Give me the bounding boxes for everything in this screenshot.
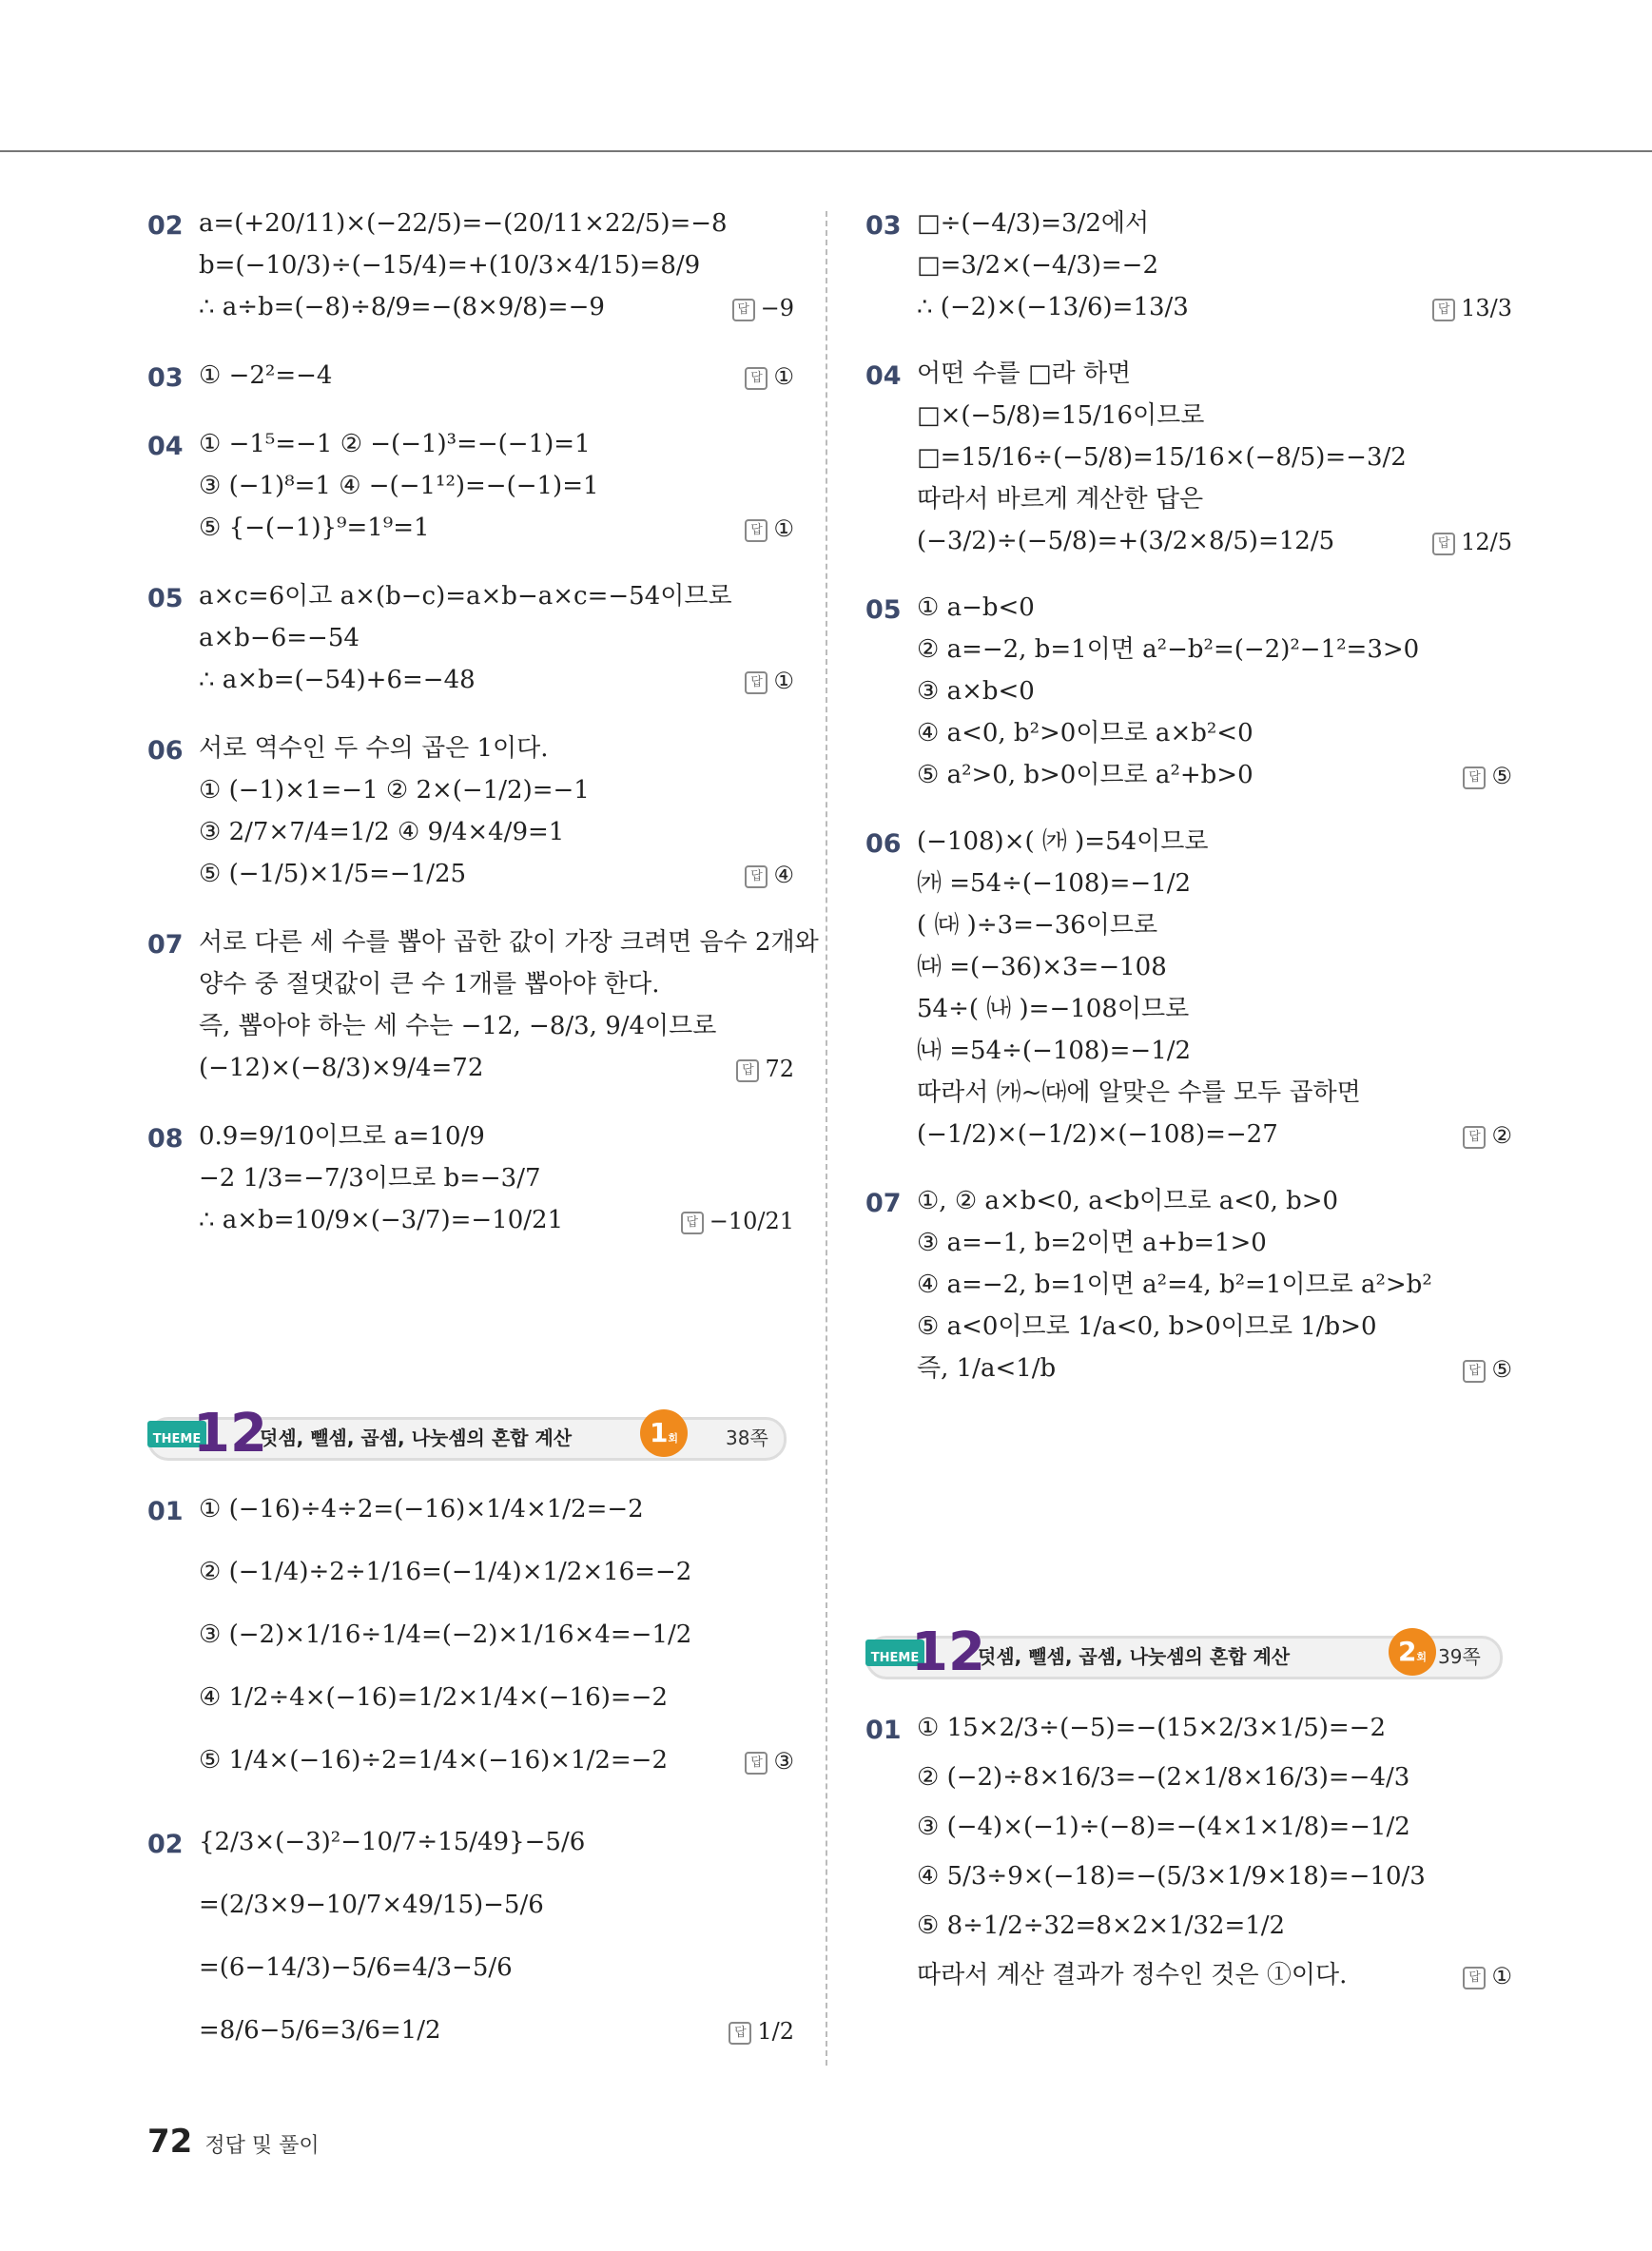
answer-icon: 답	[681, 1212, 704, 1234]
theme-tag: THEME	[865, 1640, 924, 1666]
answer-mark	[1463, 1356, 1512, 1383]
solution-line: 0.9=9/10이므로 a=10/9	[199, 1122, 485, 1151]
solution-line: ③ (−1)⁸=1 ④ −(−1¹²)=−(−1)=1	[199, 472, 599, 500]
problem-number: 01	[147, 1497, 184, 1526]
answer-value: ①	[773, 515, 794, 542]
solution-line: 따라서 계산 결과가 정수인 것은 ①이다.	[917, 1961, 1348, 1989]
solution-line: ⑤ 8÷1/2÷32=8×2×1/32=1/2	[917, 1911, 1286, 1940]
problem-number: 03	[865, 211, 902, 241]
solution-line: 즉, 뽑아야 하는 세 수는 −12, −8/3, 9/4이므로	[199, 1012, 717, 1040]
solution-line: ③ (−4)×(−1)÷(−8)=−(4×1×1/8)=−1/2	[917, 1813, 1410, 1841]
left-problems-2	[147, 1497, 794, 2100]
problem-number: 06	[865, 829, 902, 859]
answer-value: ①	[773, 363, 794, 390]
solution-line: (−3/2)÷(−5/8)=+(3/2×8/5)=12/5	[917, 527, 1335, 555]
solution-line: ① (−16)÷4÷2=(−16)×1/4×1/2=−2	[199, 1495, 644, 1523]
solution-line: ( ㈐ )÷3=−36이므로	[917, 911, 1158, 940]
theme-title: 덧셈, 뺄셈, 곱셈, 나눗셈의 혼합 계산	[260, 1426, 573, 1449]
answer-mark	[1432, 295, 1512, 321]
solution-line: ③ 2/7×7/4=1/2 ④ 9/4×4/9=1	[199, 818, 565, 846]
answer-mark	[1463, 1963, 1512, 1989]
solution-line: ④ 5/3÷9×(−18)=−(5/3×1/9×18)=−10/3	[917, 1862, 1426, 1891]
answer-value: ①	[773, 668, 794, 694]
answer-mark	[1463, 1122, 1512, 1149]
solution-line: {2/3×(−3)²−10/7÷15/49}−5/6	[199, 1828, 586, 1856]
answer-icon: 답	[732, 299, 755, 321]
answer-icon: 답	[745, 1752, 768, 1775]
theme-page-ref: 39쪽	[1438, 1645, 1481, 1668]
solution-line: □×(−5/8)=15/16이므로	[917, 401, 1205, 430]
answer-mark	[736, 1056, 794, 1082]
problem-number: 07	[865, 1189, 902, 1218]
answer-icon: 답	[745, 865, 768, 888]
solution-line: ④ 1/2÷4×(−16)=1/2×1/4×(−16)=−2	[199, 1683, 668, 1712]
page-footer	[147, 2123, 320, 2161]
solution-line: ⑤ a<0이므로 1/a<0, b>0이므로 1/b>0	[917, 1312, 1377, 1341]
solution-line: ⑤ a²>0, b>0이므로 a²+b>0	[917, 761, 1254, 789]
solution-line: (−1/2)×(−1/2)×(−108)=−27	[917, 1120, 1278, 1149]
solution-line: ④ a=−2, b=1이면 a²=4, b²=1이므로 a²>b²	[917, 1271, 1432, 1299]
answer-icon: 답	[1432, 533, 1455, 555]
answer-value: −10/21	[709, 1208, 794, 1234]
answer-value: ④	[773, 862, 794, 888]
solution-line: ⑤ (−1/5)×1/5=−1/25	[199, 860, 467, 888]
round-badge: 2회	[1389, 1628, 1436, 1676]
problem-number: 02	[147, 1830, 184, 1859]
solution-line: 따라서 ㈎~㈐에 알맞은 수를 모두 곱하면	[917, 1078, 1361, 1107]
solution-line: ② (−1/4)÷2÷1/16=(−1/4)×1/2×16=−2	[199, 1558, 692, 1586]
solution-line: =8/6−5/6=3/6=1/2	[199, 2016, 441, 2045]
solution-line: ①, ② a×b<0, a<b이므로 a<0, b>0	[917, 1187, 1339, 1215]
top-rule	[0, 150, 1652, 152]
solution-line: ③ a=−1, b=2이면 a+b=1>0	[917, 1229, 1267, 1257]
solution-line: 54÷( ㈏ )=−108이므로	[917, 995, 1190, 1023]
problem-number: 08	[147, 1124, 184, 1154]
solution-line: =(6−14/3)−5/6=4/3−5/6	[199, 1953, 513, 1982]
left-problems	[147, 209, 819, 1409]
answer-value: −9	[760, 295, 794, 321]
solution-line: 즉, 1/a<1/b	[917, 1354, 1057, 1383]
solution-line: ∴ a÷b=(−8)÷8/9=−(8×9/8)=−9	[199, 293, 605, 321]
solution-line: 서로 역수인 두 수의 곱은 1이다.	[199, 734, 549, 763]
problem-number: 01	[865, 1716, 902, 1745]
answer-icon: 답	[1432, 299, 1455, 321]
right-problems-2	[865, 1716, 1512, 2031]
solution-line: b=(−10/3)÷(−15/4)=+(10/3×4/15)=8/9	[199, 251, 701, 280]
solution-line: ① a−b<0	[917, 593, 1035, 622]
answer-value: 1/2	[757, 2018, 794, 2045]
answer-mark	[732, 295, 794, 321]
footer-label: 정답 및 풀이	[204, 2134, 320, 2158]
theme-header-1	[147, 1403, 787, 1465]
solution-line: 양수 중 절댓값이 큰 수 1개를 뽑아야 한다.	[199, 970, 660, 999]
solution-line: ㈐ =(−36)×3=−108	[917, 953, 1167, 981]
solution-line: =(2/3×9−10/7×49/15)−5/6	[199, 1891, 544, 1919]
solution-line: ① −1⁵=−1 ② −(−1)³=−(−1)=1	[199, 430, 591, 458]
solution-line: ㈏ =54÷(−108)=−1/2	[917, 1037, 1192, 1065]
solution-line: ① −2²=−4	[199, 361, 333, 390]
answer-mark	[745, 363, 794, 390]
theme-page-ref: 38쪽	[726, 1426, 768, 1449]
solution-line: (−12)×(−8/3)×9/4=72	[199, 1054, 484, 1082]
solution-line: 서로 다른 세 수를 뽑아 곱한 값이 가장 크려면 음수 2개와	[199, 928, 819, 957]
answer-icon: 답	[745, 519, 768, 542]
solution-line: −2 1/3=−7/3이므로 b=−3/7	[199, 1164, 541, 1193]
answer-mark	[745, 862, 794, 888]
solution-line: □=3/2×(−4/3)=−2	[917, 251, 1159, 280]
answer-mark	[745, 1748, 794, 1775]
answer-value: ②	[1491, 1122, 1512, 1149]
answer-icon: 답	[1463, 1360, 1486, 1383]
answer-value: ①	[1491, 1963, 1512, 1989]
problem-number: 03	[147, 363, 184, 393]
solution-line: (−108)×( ㈎ )=54이므로	[917, 827, 1209, 856]
answer-value: ⑤	[1491, 763, 1512, 789]
page-number: 72	[147, 2123, 193, 2161]
solution-line: 어떤 수를 □라 하면	[917, 359, 1132, 388]
answer-icon: 답	[745, 671, 768, 694]
solution-line: a×c=6이고 a×(b−c)=a×b−a×c=−54이므로	[199, 582, 732, 611]
problem-number: 05	[147, 584, 184, 613]
answer-icon: 답	[1463, 1967, 1486, 1989]
answer-icon: 답	[745, 367, 768, 390]
left-column	[147, 209, 819, 2100]
answer-value: ③	[773, 1748, 794, 1775]
problem-number: 07	[147, 930, 184, 960]
solution-line: ∴ a×b=(−54)+6=−48	[199, 666, 476, 694]
solution-line: □=15/16÷(−5/8)=15/16×(−8/5)=−3/2	[917, 443, 1407, 472]
problem-number: 04	[865, 361, 902, 391]
solution-line: ㈎ =54÷(−108)=−1/2	[917, 869, 1192, 898]
right-column	[865, 211, 1512, 2031]
solution-line: a=(+20/11)×(−22/5)=−(20/11×22/5)=−8	[199, 209, 728, 238]
solution-line: ③ (−2)×1/16÷1/4=(−2)×1/16×4=−1/2	[199, 1620, 692, 1649]
problem-number: 06	[147, 736, 184, 766]
answer-mark	[1463, 763, 1512, 789]
solution-line: ∴ a×b=10/9×(−3/7)=−10/21	[199, 1206, 564, 1234]
solution-line: ∴ (−2)×(−13/6)=13/3	[917, 293, 1189, 321]
theme-header-2	[865, 1621, 1503, 1683]
round-badge: 1회	[640, 1409, 688, 1457]
answer-mark	[681, 1208, 794, 1234]
answer-mark	[729, 2018, 794, 2045]
answer-value: ⑤	[1491, 1356, 1512, 1383]
solution-line: □÷(−4/3)=3/2에서	[917, 209, 1150, 238]
answer-mark	[745, 515, 794, 542]
theme-tag: THEME	[147, 1421, 206, 1447]
answer-icon: 답	[729, 2022, 751, 2045]
right-problems	[865, 211, 1512, 1628]
answer-mark	[1432, 529, 1512, 555]
answer-mark	[745, 668, 794, 694]
column-divider	[826, 211, 827, 2066]
solution-line: ② (−2)÷8×16/3=−(2×1/8×16/3)=−4/3	[917, 1763, 1410, 1792]
answer-icon: 답	[736, 1059, 759, 1082]
answer-value: 12/5	[1461, 529, 1512, 555]
solution-line: ④ a<0, b²>0이므로 a×b²<0	[917, 719, 1254, 747]
theme-title: 덧셈, 뺄셈, 곱셈, 나눗셈의 혼합 계산	[978, 1645, 1291, 1668]
answer-value: 72	[765, 1056, 794, 1082]
theme-number: 12	[193, 1403, 267, 1465]
problem-number: 04	[147, 432, 184, 461]
solution-line: ⑤ 1/4×(−16)÷2=1/4×(−16)×1/2=−2	[199, 1746, 668, 1775]
solution-line: ⑤ {−(−1)}⁹=1⁹=1	[199, 514, 430, 542]
answer-icon: 답	[1463, 1126, 1486, 1149]
solution-line: ① 15×2/3÷(−5)=−(15×2/3×1/5)=−2	[917, 1714, 1386, 1742]
theme-number: 12	[911, 1621, 985, 1683]
solution-line: a×b−6=−54	[199, 624, 360, 652]
solution-line: ③ a×b<0	[917, 677, 1035, 706]
problem-number: 05	[865, 595, 902, 625]
answer-value: 13/3	[1461, 295, 1512, 321]
solution-line: ① (−1)×1=−1 ② 2×(−1/2)=−1	[199, 776, 590, 805]
solution-line: 따라서 바르게 계산한 답은	[917, 485, 1204, 514]
solution-line: ② a=−2, b=1이면 a²−b²=(−2)²−1²=3>0	[917, 635, 1420, 664]
problem-number: 02	[147, 211, 184, 241]
answer-icon: 답	[1463, 767, 1486, 789]
